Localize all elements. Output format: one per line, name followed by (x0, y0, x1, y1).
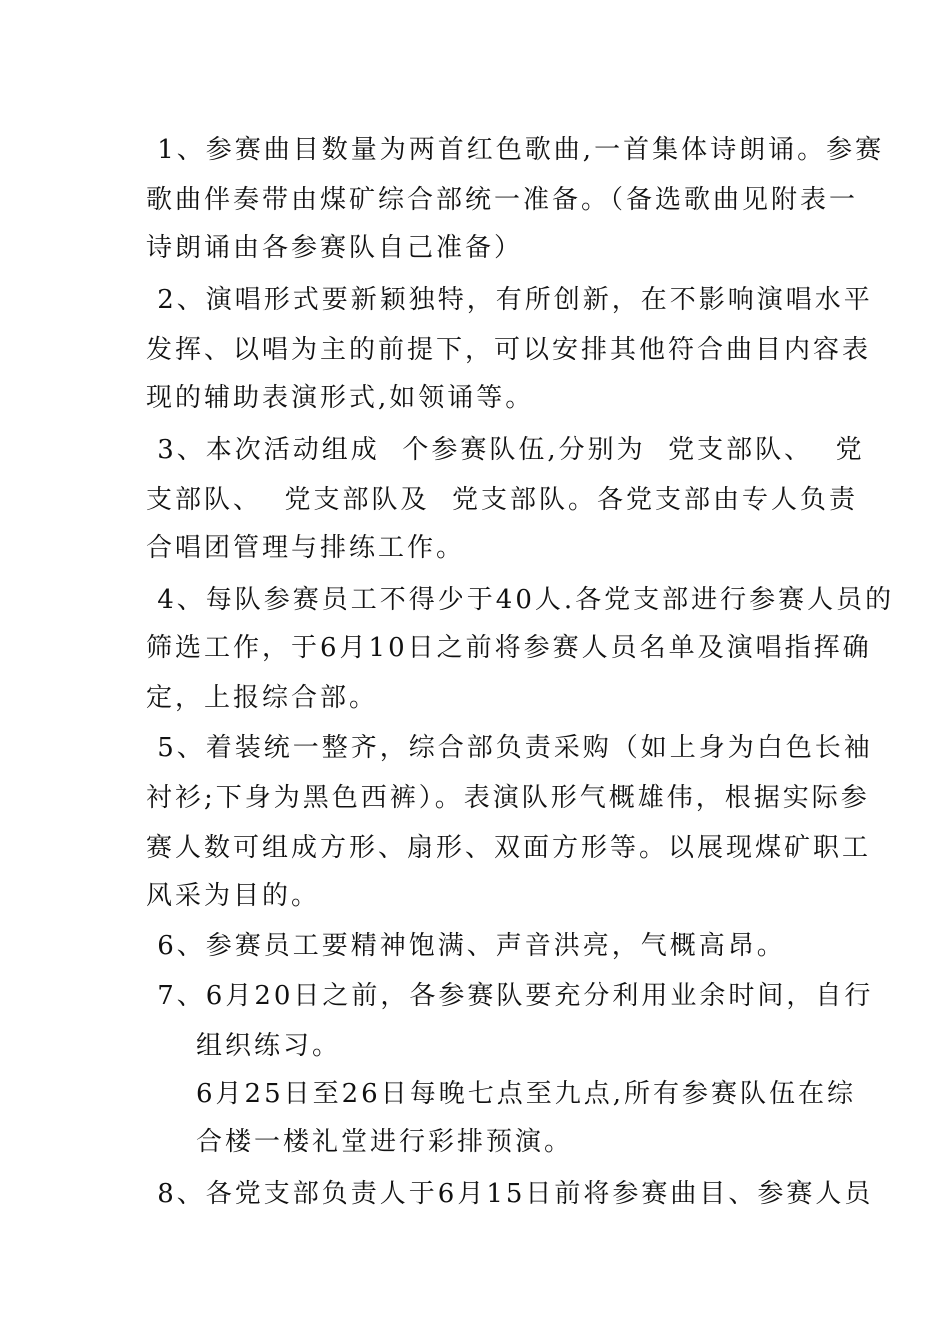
text-line: 支部队、 党支部队及 党支部队。各党支部由专人负责 (146, 485, 859, 515)
text-line: 3、本次活动组成 个参赛队伍,分别为 党支部队、 党 (146, 435, 865, 465)
text-line: 合楼一楼礼堂进行彩排预演。 (196, 1127, 574, 1157)
text-line: 组织练习。 (196, 1031, 342, 1061)
text-line: 8、各党支部负责人于6月15日前将参赛曲目、参赛人员 (146, 1179, 874, 1209)
text-line: 风采为目的。 (146, 881, 321, 911)
text-line: 歌曲伴奏带由煤矿综合部统一准备。（备选歌曲见附表一 (146, 185, 859, 215)
text-line: 衬衫;下身为黑色西裤）。表演队形气概雄伟，根据实际参 (146, 783, 870, 813)
text-line: 2、演唱形式要新颖独特，有所创新，在不影响演唱水平 (146, 285, 873, 315)
text-line: 现的辅助表演形式,如领诵等。 (146, 383, 535, 413)
text-line: 1、参赛曲目数量为两首红色歌曲,一首集体诗朗诵。参赛 (146, 135, 885, 165)
text-line: 6月25日至26日每晚七点至九点,所有参赛队伍在综 (196, 1079, 856, 1109)
text-line: 6、参赛员工要精神饱满、声音洪亮，气概高昂。 (146, 931, 786, 961)
text-line: 4、每队参赛员工不得少于40人.各党支部进行参赛人员的 (146, 585, 895, 615)
text-line: 发挥、以唱为主的前提下，可以安排其他符合曲目内容表 (146, 335, 872, 365)
text-line: 筛选工作，于6月10日之前将参赛人员名单及演唱指挥确 (146, 633, 872, 663)
text-line: 5、着装统一整齐，综合部负责采购（如上身为白色长袖 (146, 733, 873, 763)
text-line: 合唱团管理与排练工作。 (146, 533, 466, 563)
text-line: 赛人数可组成方形、扇形、双面方形等。以展现煤矿职工 (146, 833, 872, 863)
text-line: 7、6月20日之前，各参赛队要充分利用业余时间，自行 (146, 981, 874, 1011)
text-line: 诗朗诵由各参赛队自己准备） (146, 233, 524, 263)
text-line: 定，上报综合部。 (146, 683, 379, 713)
